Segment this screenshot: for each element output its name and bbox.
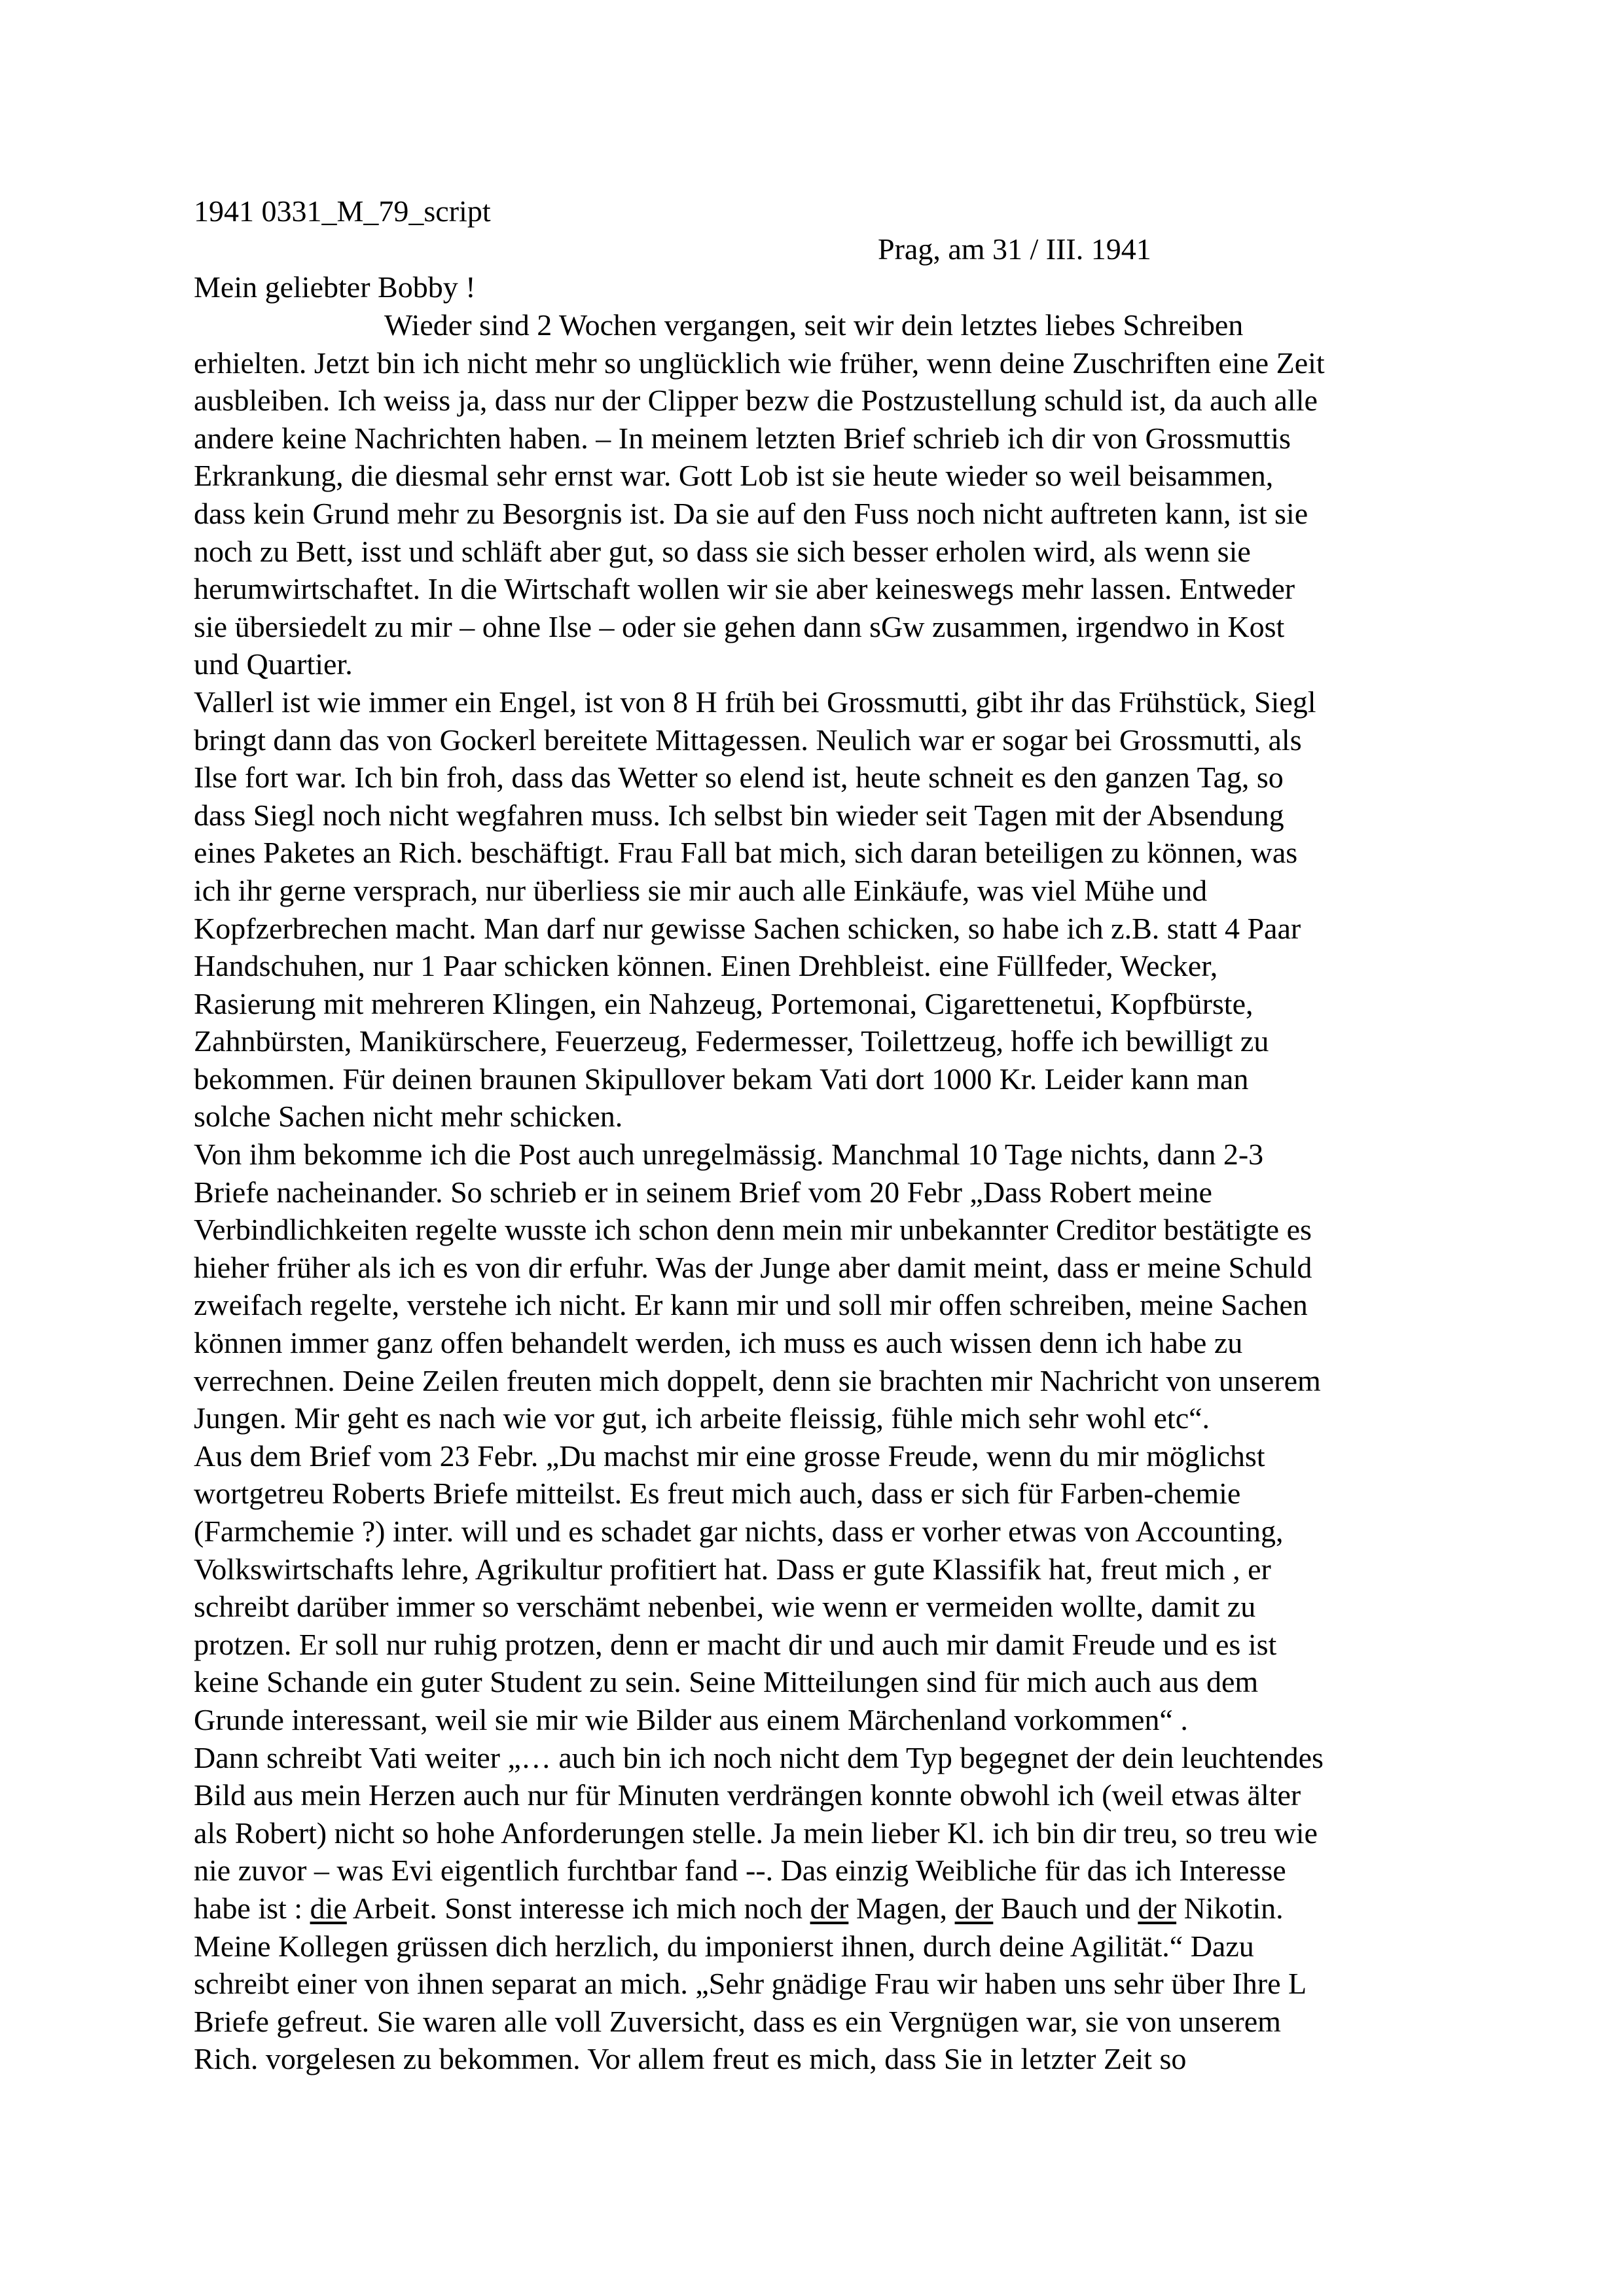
body-line: herumwirtschaftet. In die Wirtschaft wollen wir sie aber keineswegs mehr lassen. Entweder xyxy=(194,572,1295,606)
body-line: als Robert) nicht so hohe Anforderungen stelle. Ja mein lieber Kl. ich bin dir treu, so treu wie xyxy=(194,1816,1318,1850)
body-line: Volkswirtschafts lehre, Agrikultur profitiert hat. Dass er gute Klassifik hat, freut mich , er xyxy=(194,1552,1271,1586)
body-line: Aus dem Brief vom 23 Febr. „Du machst mir eine grosse Freude, wenn du mir möglichst xyxy=(194,1439,1265,1473)
body-line: andere keine Nachrichten haben. – In meinem letzten Brief schrieb ich dir von Grossmuttis xyxy=(194,421,1291,455)
body-line-underlined xyxy=(194,1890,1451,1928)
body-line: erhielten. Jetzt bin ich nicht mehr so unglücklich wie früher, wenn deine Zuschriften eine Zeit xyxy=(194,346,1325,380)
body-line: und Quartier. xyxy=(194,647,353,681)
body-line: eines Paketes an Rich. beschäftigt. Frau Fall bat mich, sich daran beteiligen zu können, was xyxy=(194,836,1298,870)
body-line: ich ihr gerne versprach, nur überliess sie mir auch alle Einkäufe, was viel Mühe und xyxy=(194,873,1208,907)
body-line: noch zu Bett, isst und schläft aber gut, so dass sie sich besser erholen wird, als wenn sie xyxy=(194,534,1251,568)
body-line: solche Sachen nicht mehr schicken. xyxy=(194,1100,623,1134)
document-id: 1941 0331_M_79_script xyxy=(194,194,491,228)
body-line: Meine Kollegen grüssen dich herzlich, du imponierst ihnen, durch deine Agilität.“ Dazu xyxy=(194,1929,1254,1963)
body-line: Erkrankung, die diesmal sehr ernst war. Gott Lob ist sie heute wieder so weil beisammen, xyxy=(194,459,1274,493)
body-line: verrechnen. Deine Zeilen freuten mich doppelt, denn sie brachten mir Nachricht von unserem xyxy=(194,1363,1321,1397)
body-line: Dann schreibt Vati weiter „… auch bin ich noch nicht dem Typ begegnet der dein leuchtendes xyxy=(194,1740,1324,1774)
body-line: Verbindlichkeiten regelte wusste ich schon denn mein mir unbekannter Creditor bestätigte es xyxy=(194,1213,1312,1247)
underlined-word: der xyxy=(810,1891,849,1925)
body-line: dass kein Grund mehr zu Besorgnis ist. Da sie auf den Fuss noch nicht auftreten kann, ist sie xyxy=(194,496,1308,530)
body-line: Jungen. Mir geht es nach wie vor gut, ich arbeite fleissig, fühle mich sehr wohl etc“. xyxy=(194,1401,1210,1435)
body-line: Bild aus mein Herzen auch nur für Minuten verdrängen konnte obwohl ich (weil etwas älter xyxy=(194,1778,1301,1812)
body-line: wortgetreu Roberts Briefe mitteilst. Es freut mich auch, dass er sich für Farben-chemie xyxy=(194,1477,1241,1511)
body-line: Briefe nacheinander. So schrieb er in seinem Brief vom 20 Febr „Dass Robert meine xyxy=(194,1175,1212,1209)
underlined-word: der xyxy=(954,1891,994,1925)
body-line: können immer ganz offen behandelt werden, ich muss es auch wissen denn ich habe zu xyxy=(194,1326,1243,1360)
body-line: schreibt einer von ihnen separat an mich. „Sehr gnädige Frau wir haben uns sehr über Ihre L xyxy=(194,1967,1307,2001)
body-line: Rasierung mit mehreren Klingen, ein Nahzeug, Portemonai, Cigarettenetui, Kopfbürste, xyxy=(194,986,1254,1020)
body-line: keine Schande ein guter Student zu sein. Seine Mitteilungen sind für mich auch aus dem xyxy=(194,1665,1259,1699)
text-segment: Magen, xyxy=(848,1891,955,1925)
body-line: Grunde interessant, weil sie mir wie Bilder aus einem Märchenland vorkommen“ . xyxy=(194,1702,1188,1736)
body-line: Handschuhen, nur 1 Paar schicken können. Einen Drehbleist. eine Füllfeder, Wecker, xyxy=(194,949,1218,983)
body-line: Ilse fort war. Ich bin froh, dass das Wetter so elend ist, heute schneit es den ganzen Tag, so xyxy=(194,761,1284,795)
body-line: protzen. Er soll nur ruhig protzen, denn er macht dir und auch mir damit Freude und es ist xyxy=(194,1627,1277,1661)
text-segment: Nikotin. xyxy=(1176,1891,1284,1925)
body-line: Kopfzerbrechen macht. Man darf nur gewisse Sachen schicken, so habe ich z.B. statt 4 Paar xyxy=(194,911,1301,945)
body-line: Zahnbürsten, Manikürschere, Feuerzeug, Federmesser, Toilettzeug, hoffe ich bewilligt zu xyxy=(194,1024,1269,1058)
body-line: nie zuvor – was Evi eigentlich furchtbar fand --. Das einzig Weibliche für das ich Interesse xyxy=(194,1854,1286,1888)
body-line: sie übersiedelt zu mir – ohne Ilse – oder sie gehen dann sGw zusammen, irgendwo in Kost xyxy=(194,609,1285,643)
body-line: bekommen. Für deinen braunen Skipullover bekam Vati dort 1000 Kr. Leider kann man xyxy=(194,1062,1249,1096)
body-line: Wieder sind 2 Wochen vergangen, seit wir dein letztes liebes Schreiben xyxy=(384,308,1244,342)
body-line: dass Siegl noch nicht wegfahren muss. Ich selbst bin wieder seit Tagen mit der Absendung xyxy=(194,798,1284,832)
body-line: schreibt darüber immer so verschämt nebenbei, wie wenn er vermeiden wollte, damit zu xyxy=(194,1590,1256,1624)
body-line: zweifach regelte, verstehe ich nicht. Er kann mir und soll mir offen schreiben, meine Sachen xyxy=(194,1288,1308,1322)
text-segment: Arbeit. Sonst interesse ich mich noch xyxy=(346,1891,810,1925)
place-date: Prag, am 31 / III. 1941 xyxy=(878,232,1151,266)
body-line: Rich. vorgelesen zu bekommen. Vor allem freut es mich, dass Sie in letzter Zeit so xyxy=(194,2042,1187,2076)
body-line: Briefe gefreut. Sie waren alle voll Zuversicht, dass es ein Vergnügen war, sie von unserem xyxy=(194,2004,1281,2038)
text-segment: habe ist : xyxy=(194,1891,310,1925)
body-line: Vallerl ist wie immer ein Engel, ist von 8 H früh bei Grossmutti, gibt ihr das Frühstück, Siegl xyxy=(194,685,1316,719)
underlined-word: die xyxy=(310,1891,347,1925)
text-segment: Bauch und xyxy=(993,1891,1138,1925)
body-line: bringt dann das von Gockerl bereitete Mittagessen. Neulich war er sogar bei Grossmutti, als xyxy=(194,723,1302,757)
body-line: ausbleiben. Ich weiss ja, dass nur der Clipper bezw die Postzustellung schuld ist, da auch alle xyxy=(194,384,1318,418)
body-line: hieher früher als ich es von dir erfuhr. Was der Junge aber damit meint, dass er meine Schuld xyxy=(194,1250,1312,1284)
letter-body xyxy=(194,306,1451,2078)
body-line: (Farmchemie ?) inter. will und es schadet gar nichts, dass er vorher etwas von Accounting, xyxy=(194,1515,1284,1548)
body-line: Von ihm bekomme ich die Post auch unregelmässig. Manchmal 10 Tage nichts, dann 2-3 xyxy=(194,1138,1264,1172)
salutation: Mein geliebter Bobby ! xyxy=(194,270,476,304)
underlined-word: der xyxy=(1138,1891,1177,1925)
